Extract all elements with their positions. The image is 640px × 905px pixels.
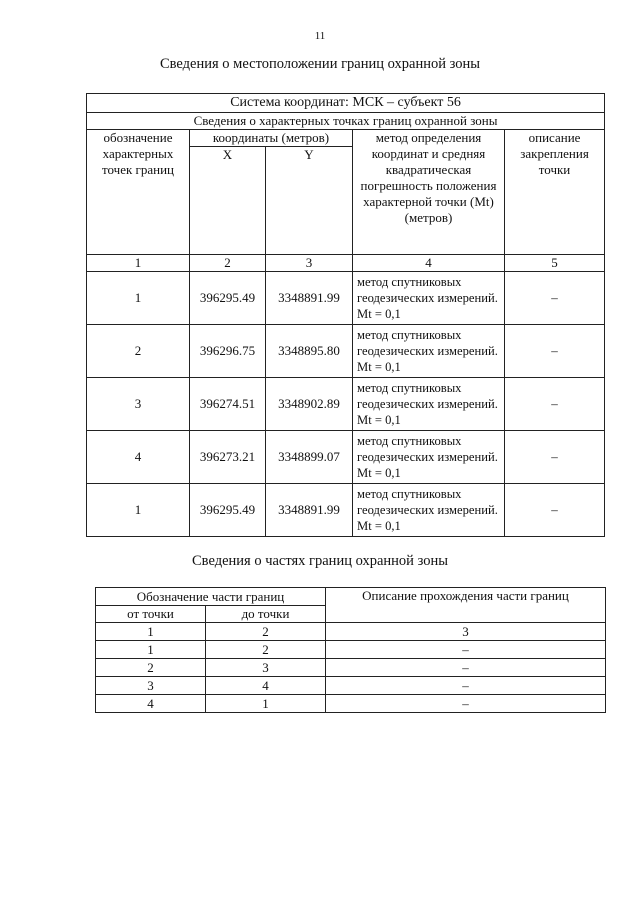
coord-y: 3348902.89 — [266, 378, 353, 431]
point-description: – — [505, 325, 605, 378]
column-number: 2 — [190, 255, 266, 272]
part-from: 4 — [96, 695, 206, 713]
part-description: – — [326, 695, 606, 713]
method-text: метод спутниковых геодезических измерений. Mt = 0,1 — [353, 325, 505, 378]
column-number: 5 — [505, 255, 605, 272]
table-row — [87, 431, 605, 484]
method-text: метод спутниковых геодезических измерений. Mt = 0,1 — [353, 272, 505, 325]
part-to: 3 — [206, 659, 326, 677]
coord-x: 396296.75 — [190, 325, 266, 378]
table-row — [87, 325, 605, 378]
part-from: 1 — [96, 641, 206, 659]
coord-x: 396274.51 — [190, 378, 266, 431]
point-number: 2 — [87, 325, 190, 378]
column-number: 3 — [266, 255, 353, 272]
part-to: 2 — [206, 641, 326, 659]
section-title: Сведения о характерных точках границ охранной зоны — [87, 113, 605, 130]
header-method: метод определения координат и средняя квадратическая погрешность положения характерной точки (Mt) (метров) — [353, 130, 505, 255]
header-designation: обозначение характерных точек границ — [87, 130, 190, 255]
column-number: 4 — [353, 255, 505, 272]
column-number: 3 — [326, 623, 606, 641]
table-row — [96, 641, 606, 659]
part-description: – — [326, 677, 606, 695]
method-text: метод спутниковых геодезических измерений. Mt = 0,1 — [353, 484, 505, 537]
header-part-designation: Обозначение части границ — [96, 588, 326, 606]
coord-y: 3348895.80 — [266, 325, 353, 378]
point-number: 4 — [87, 431, 190, 484]
parts-table — [95, 587, 606, 713]
point-description: – — [505, 431, 605, 484]
header-to: до точки — [206, 606, 326, 623]
point-description: – — [505, 272, 605, 325]
column-number: 2 — [206, 623, 326, 641]
point-description: – — [505, 378, 605, 431]
column-number: 1 — [87, 255, 190, 272]
point-description: – — [505, 484, 605, 537]
part-to: 1 — [206, 695, 326, 713]
table-row — [96, 659, 606, 677]
table-row — [87, 378, 605, 431]
header-from: от точки — [96, 606, 206, 623]
header-x: X — [190, 147, 266, 255]
coord-y: 3348899.07 — [266, 431, 353, 484]
part-description: – — [326, 641, 606, 659]
point-number: 1 — [87, 272, 190, 325]
heading-parts: Сведения о частях границ охранной зоны — [192, 553, 448, 569]
part-to: 4 — [206, 677, 326, 695]
header-description: описание закрепления точки — [505, 130, 605, 255]
heading-location: Сведения о местоположении границ охранной зоны — [159, 56, 480, 72]
table-row — [96, 695, 606, 713]
part-description: – — [326, 659, 606, 677]
coord-x: 396295.49 — [190, 272, 266, 325]
header-coordinates: координаты (метров) — [190, 130, 353, 147]
point-number: 3 — [87, 378, 190, 431]
header-part-description: Описание прохождения части границ — [326, 588, 606, 623]
method-text: метод спутниковых геодезических измерений. Mt = 0,1 — [353, 431, 505, 484]
coordinate-system: Система координат: МСК – субъект 56 — [87, 94, 605, 113]
coord-x: 396273.21 — [190, 431, 266, 484]
coord-y: 3348891.99 — [266, 484, 353, 537]
table-row — [87, 484, 605, 537]
method-text: метод спутниковых геодезических измерений. Mt = 0,1 — [353, 378, 505, 431]
coord-x: 396295.49 — [190, 484, 266, 537]
column-number: 1 — [96, 623, 206, 641]
part-from: 3 — [96, 677, 206, 695]
table-row — [96, 677, 606, 695]
header-y: Y — [266, 147, 353, 255]
coord-y: 3348891.99 — [266, 272, 353, 325]
page-number: 11 — [314, 30, 326, 42]
part-from: 2 — [96, 659, 206, 677]
table-row — [87, 272, 605, 325]
point-number: 1 — [87, 484, 190, 537]
points-table — [86, 93, 605, 537]
